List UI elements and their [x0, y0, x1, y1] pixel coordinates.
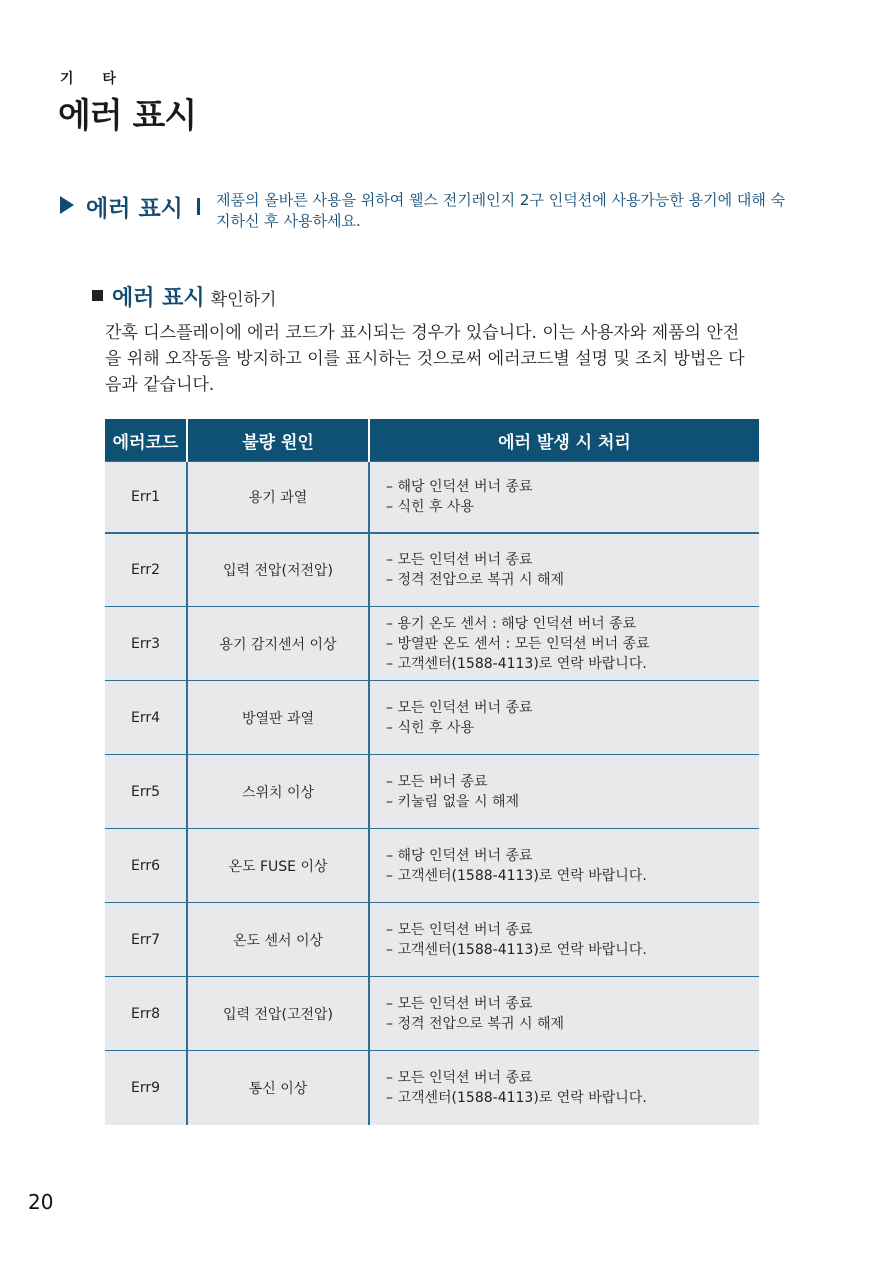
table-row: [105, 977, 759, 1051]
cause-cell: 용기 감지센서 이상: [187, 607, 369, 681]
cause-cell: 용기 과열: [187, 462, 369, 533]
action-line: – 키눌림 없을 시 해제: [386, 793, 519, 810]
triangle-bullet-icon: [60, 196, 74, 214]
action-line: – 용기 온도 센서 : 해당 인덕션 버너 종료: [386, 615, 637, 632]
table-row: [105, 681, 759, 755]
vertical-divider: [197, 198, 200, 215]
action-cell: [369, 829, 759, 903]
cause-cell: 입력 전압(저전압): [187, 533, 369, 607]
action-line: – 모든 버너 종료: [386, 773, 488, 790]
error-code-cell: Err4: [105, 681, 187, 755]
table-row: [105, 755, 759, 829]
header-action: 에러 발생 시 처리: [369, 419, 759, 462]
error-code-cell: Err3: [105, 607, 187, 681]
action-cell: [369, 903, 759, 977]
error-code-cell: Err6: [105, 829, 187, 903]
section-heading-rest: 확인하기: [210, 290, 277, 310]
action-cell: [369, 607, 759, 681]
table-row: [105, 607, 759, 681]
action-line: – 식힌 후 사용: [386, 498, 474, 515]
table-row: [105, 1051, 759, 1125]
action-line: – 고객센터(1588-4113)로 연락 바랍니다.: [386, 1089, 647, 1106]
action-cell: [369, 533, 759, 607]
action-line: – 해당 인덕션 버너 종료: [386, 478, 533, 495]
action-line: – 고객센터(1588-4113)로 연락 바랍니다.: [386, 655, 647, 672]
subheading-title: 에러 표시: [86, 196, 183, 222]
section-heading: [112, 281, 276, 312]
action-cell: [369, 681, 759, 755]
action-cell: [369, 462, 759, 533]
table-row: [105, 903, 759, 977]
action-line: – 모든 인덕션 버너 종료: [386, 1069, 533, 1086]
square-bullet-icon: [92, 290, 103, 301]
header-error-code: 에러코드: [105, 419, 187, 462]
page-title: 에러 표시: [58, 96, 197, 136]
page-number: 20: [28, 1190, 54, 1214]
action-line: – 모든 인덕션 버너 종료: [386, 995, 533, 1012]
action-line: – 고객센터(1588-4113)로 연락 바랍니다.: [386, 867, 647, 884]
action-line: – 정격 전압으로 복귀 시 해제: [386, 571, 565, 588]
section-heading-bold: 에러 표시: [112, 286, 205, 311]
action-line: – 모든 인덕션 버너 종료: [386, 921, 533, 938]
cause-cell: 통신 이상: [187, 1051, 369, 1125]
error-code-cell: Err8: [105, 977, 187, 1051]
action-line: – 고객센터(1588-4113)로 연락 바랍니다.: [386, 941, 647, 958]
action-line: – 방열판 온도 센서 : 모든 인덕션 버너 종료: [386, 635, 650, 652]
action-cell: [369, 977, 759, 1051]
action-line: – 해당 인덕션 버너 종료: [386, 847, 533, 864]
action-line: – 모든 인덕션 버너 종료: [386, 699, 533, 716]
cause-cell: 방열판 과열: [187, 681, 369, 755]
action-cell: [369, 1051, 759, 1125]
cause-cell: 스위치 이상: [187, 755, 369, 829]
table-row: [105, 829, 759, 903]
header-cause: 불량 원인: [187, 419, 369, 462]
error-code-cell: Err5: [105, 755, 187, 829]
subheading-description: 제품의 올바른 사용을 위하여 웰스 전기레인지 2구 인덕션에 사용가능한 용기에 대해 숙지하신 후 사용하세요.: [216, 191, 786, 230]
error-code-cell: Err1: [105, 462, 187, 533]
action-line: – 모든 인덕션 버너 종료: [386, 551, 533, 568]
cause-cell: 온도 FUSE 이상: [187, 829, 369, 903]
error-code-table: [105, 419, 759, 1125]
action-line: – 식힌 후 사용: [386, 719, 474, 736]
action-cell: [369, 755, 759, 829]
table-row: [105, 533, 759, 607]
intro-paragraph: 간혹 디스플레이에 에러 코드가 표시되는 경우가 있습니다. 이는 사용자와 제품의 안전을 위해 오작동을 방지하고 이를 표시하는 것으로써 에러코드별 설명 및 조치 방법은 다음과 같습니다.: [105, 323, 745, 395]
action-line: – 정격 전압으로 복귀 시 해제: [386, 1015, 565, 1032]
cause-cell: 입력 전압(고전압): [187, 977, 369, 1051]
error-code-cell: Err9: [105, 1051, 187, 1125]
cause-cell: 온도 센서 이상: [187, 903, 369, 977]
error-code-cell: Err2: [105, 533, 187, 607]
section-label: 기 타: [60, 71, 128, 87]
error-code-cell: Err7: [105, 903, 187, 977]
table-header-row: [105, 419, 759, 462]
table-row: [105, 462, 759, 533]
